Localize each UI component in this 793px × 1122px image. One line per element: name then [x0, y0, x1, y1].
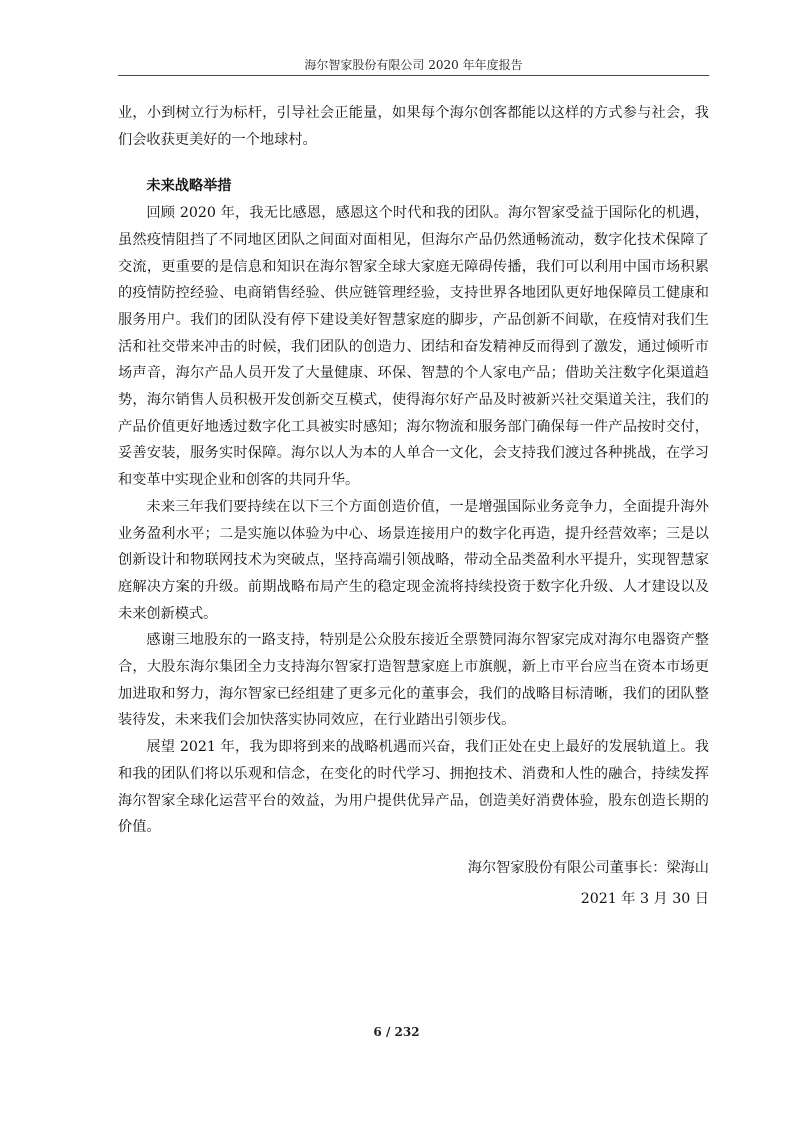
section-title: 未来战略举措 [146, 178, 232, 195]
page-number: 6 / 232 [373, 1025, 420, 1039]
signer: 海尔智家股份有限公司董事长：梁海山 [467, 860, 709, 876]
paragraph-three-year-plan: 未来三年我们要持续在以下三个方面创造价值，一是增强国际业务竞争力，全面提升海外业务盈利水平；二是实施以体验为中心、场景连接用户的数字化再造，提升经营效率；三是以创新设计和物联网技术为突破点，坚持高端引领战略，带动全品类盈利水平提升，实现智慧家庭解决方案的升级。前期战略布局产生的稳定现金流将持续投资于数字化升级、人才建设以及未来创新模式。 [118, 498, 709, 622]
paragraph-review-2020: 回顾 2020 年，我无比感恩，感恩这个时代和我的团队。海尔智家受益于国际化的机遇，虽然疫情阻挡了不同地区团队之间面对面相见，但海尔产品仍然通畅流动，数字化技术保障了交流，更重要的是信息和知识在海尔智家全球大家庭无障碍传播，我们可以利用中国市场积累的疫情防控经验、电商销售经验、供应链管理经验，支持世界各地团队更好地保障员工健康和服务用户。我们的团队没有停下建设美好智慧家庭的脚步，产品创新不间歇，在疫情对我们生活和社交带来冲击的时候，我们团队的创造力、团结和奋发精神反而得到了激发，通过倾听市场声音，海尔产品人员开发了大量健康、环保、智慧的个人家电产品；借助关注数字化渠道趋势，海尔销售人员积极开发创新交互模式，使得海尔好产品及时被新兴社交渠道关注，我们的产品价值更好地透过数字化工具被实时感知；海尔物流和服务部门确保每一件产品按时交付，妥善安装，服务实时保障。海尔以人为本的人单合一文化，会支持我们渡过各种挑战，在学习和变革中实现企业和创客的共同升华。 [118, 205, 709, 489]
continuation-paragraph: 业，小到树立行为标杆，引导社会正能量，如果每个海尔创客都能以这样的方式参与社会，我们会收获更美好的一个地球村。 [118, 105, 709, 148]
paragraph-outlook-2021: 展望 2021 年，我为即将到来的战略机遇而兴奋，我们正处在史上最好的发展轨道上。我和我的团队们将以乐观和信念，在变化的时代学习、拥抱技术、消费和人性的融合，持续发挥海尔智家全球化运营平台的效益，为用户提供优异产品，创造美好消费体验，股东创造长期的价值。 [118, 739, 709, 836]
paragraph-thanks-shareholders: 感谢三地股东的一路支持，特别是公众股东接近全票赞同海尔智家完成对海尔电器资产整合，大股东海尔集团全力支持海尔智家打造智慧家庭上市旗舰，新上市平台应当在资本市场更加进取和努力，海尔智家已经组建了更多元化的董事会，我们的战略目标清晰，我们的团队整装待发，未来我们会加快落实协同效应，在行业踏出引领步伐。 [118, 632, 709, 729]
report-body [118, 100, 709, 841]
signature-date: 2021 年 3 月 30 日 [580, 891, 709, 907]
page-header: 海尔智家股份有限公司 2020 年年度报告 [118, 55, 709, 76]
signature-block [468, 853, 709, 915]
